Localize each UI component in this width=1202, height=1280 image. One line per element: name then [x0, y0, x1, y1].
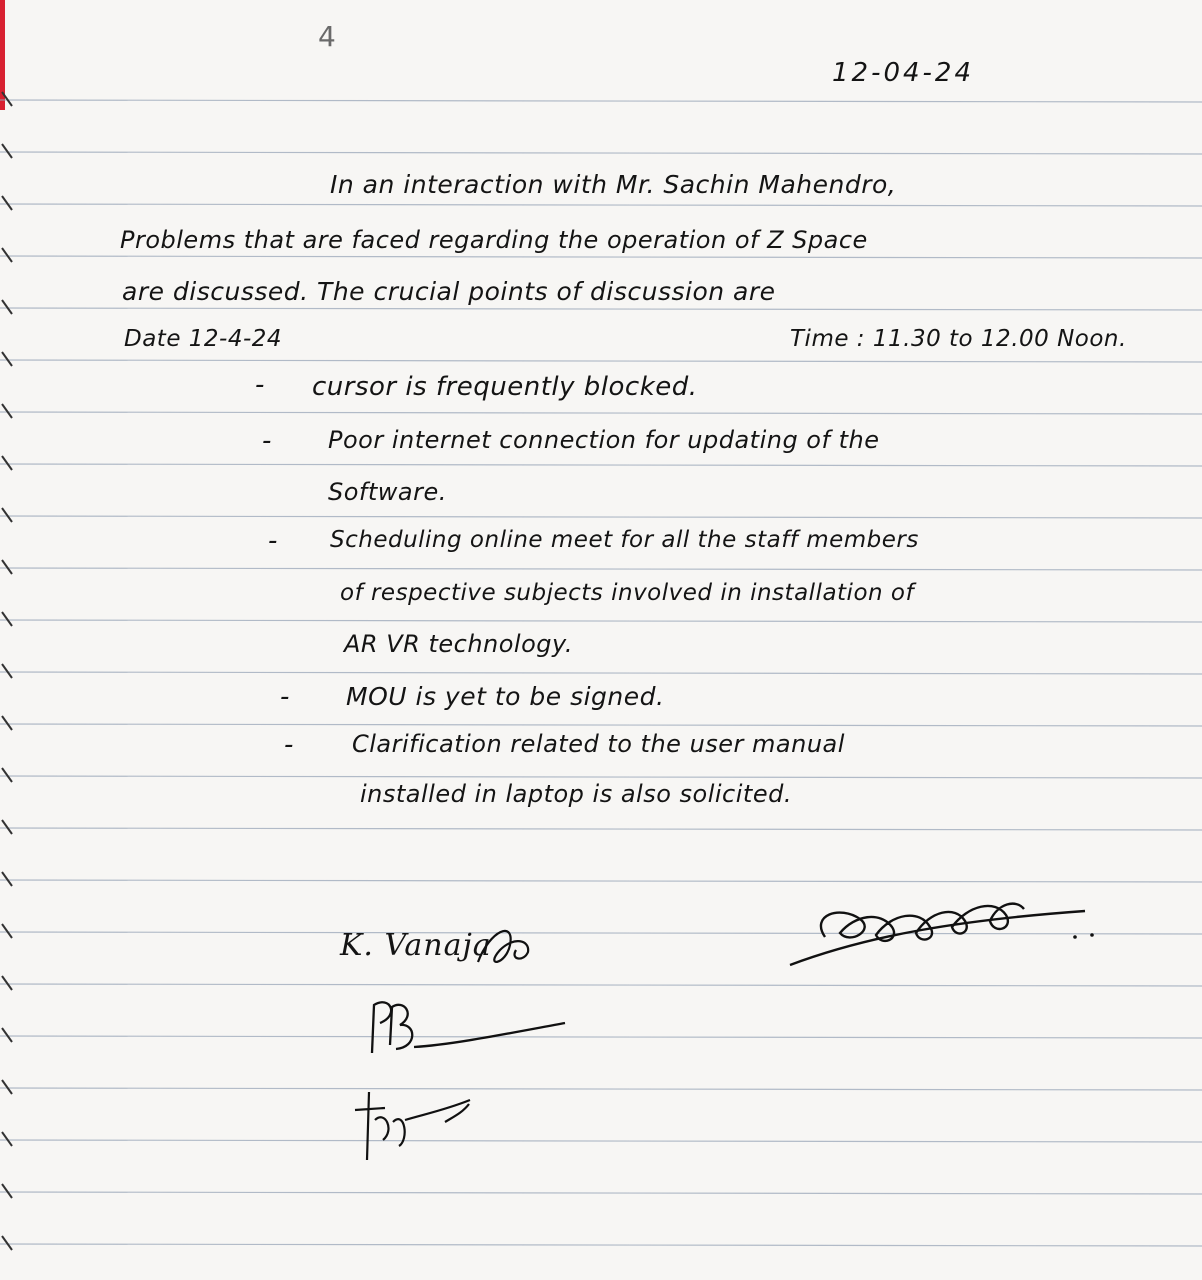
- ruled-line: [0, 256, 1202, 258]
- intro-line-3: are discussed. The crucial points of discussion are: [122, 277, 776, 306]
- binding-tick: [2, 1236, 12, 1250]
- binding-tick: [2, 1028, 12, 1042]
- intro-line-2: Problems that are faced regarding the operation of Z Space: [120, 226, 868, 254]
- ruled-line: [0, 464, 1202, 466]
- point-2-line-1: Poor internet connection for updating of the: [328, 426, 880, 454]
- ruled-line: [0, 828, 1202, 830]
- point-5-dash: -: [284, 730, 294, 760]
- ruled-line: [0, 1192, 1202, 1194]
- signature-right: [780, 875, 1100, 975]
- point-2-line-2: Software.: [328, 478, 447, 506]
- point-3-dash: -: [268, 526, 278, 556]
- point-3-line-2: of respective subjects involved in installation of: [340, 580, 915, 606]
- ruled-line: [0, 308, 1202, 310]
- ruled-line: [0, 360, 1202, 362]
- binding-tick: [2, 92, 12, 106]
- binding-tick: [2, 300, 12, 314]
- binding-tick: [2, 1132, 12, 1146]
- ruled-line: [0, 776, 1202, 778]
- point-4-line-1: MOU is yet to be signed.: [346, 682, 665, 711]
- page-number: 4: [318, 20, 337, 53]
- binding-tick: [2, 716, 12, 730]
- binding-tick: [2, 352, 12, 366]
- binding-tick: [2, 560, 12, 574]
- date-top: 12-04-24: [832, 58, 975, 88]
- signature-initials: [360, 985, 580, 1065]
- binding-tick: [2, 144, 12, 158]
- ruled-line: [0, 204, 1202, 206]
- binding-tick: [2, 612, 12, 626]
- ruled-line: [0, 100, 1202, 102]
- ruled-line: [0, 412, 1202, 414]
- binding-tick: [2, 1184, 12, 1198]
- meta-time: Time : 11.30 to 12.00 Noon.: [790, 326, 1127, 352]
- ruled-line: [0, 568, 1202, 570]
- point-3-line-1: Scheduling online meet for all the staff members: [330, 527, 919, 553]
- binding-tick: [2, 1080, 12, 1094]
- ruled-line: [0, 672, 1202, 674]
- signature-k-vanaja: K. Vanaja: [340, 928, 492, 963]
- point-1-line-1: cursor is frequently blocked.: [312, 372, 698, 402]
- binding-tick: [2, 456, 12, 470]
- binding-tick: [2, 872, 12, 886]
- ruled-line: [0, 984, 1202, 986]
- signature-k-vanaja-flourish: [470, 910, 540, 980]
- binding-tick: [2, 404, 12, 418]
- ruled-line: [0, 1036, 1202, 1038]
- meta-date: Date 12-4-24: [124, 326, 283, 352]
- point-1-dash: -: [255, 370, 265, 400]
- binding-tick: [2, 248, 12, 262]
- binding-tick: [2, 196, 12, 210]
- point-5-line-1: Clarification related to the user manual: [352, 730, 845, 758]
- binding-tick: [2, 976, 12, 990]
- point-3-line-3: AR VR technology.: [344, 630, 573, 658]
- ruled-line: [0, 516, 1202, 518]
- intro-line-1: In an interaction with Mr. Sachin Mahendro,: [330, 170, 897, 199]
- ruled-line: [0, 724, 1202, 726]
- binding-tick: [2, 924, 12, 938]
- point-2-dash: -: [262, 426, 272, 456]
- ruled-line: [0, 1088, 1202, 1090]
- signature-short: [345, 1080, 485, 1170]
- binding-tick: [2, 664, 12, 678]
- binding-tick: [2, 508, 12, 522]
- ruled-line: [0, 1140, 1202, 1142]
- binding-tick: [2, 820, 12, 834]
- ruled-line: [0, 620, 1202, 622]
- binding-tick: [2, 768, 12, 782]
- ruled-line: [0, 152, 1202, 154]
- point-5-line-2: installed in laptop is also solicited.: [360, 780, 792, 808]
- ruled-line: [0, 1244, 1202, 1246]
- point-4-dash: -: [280, 682, 290, 712]
